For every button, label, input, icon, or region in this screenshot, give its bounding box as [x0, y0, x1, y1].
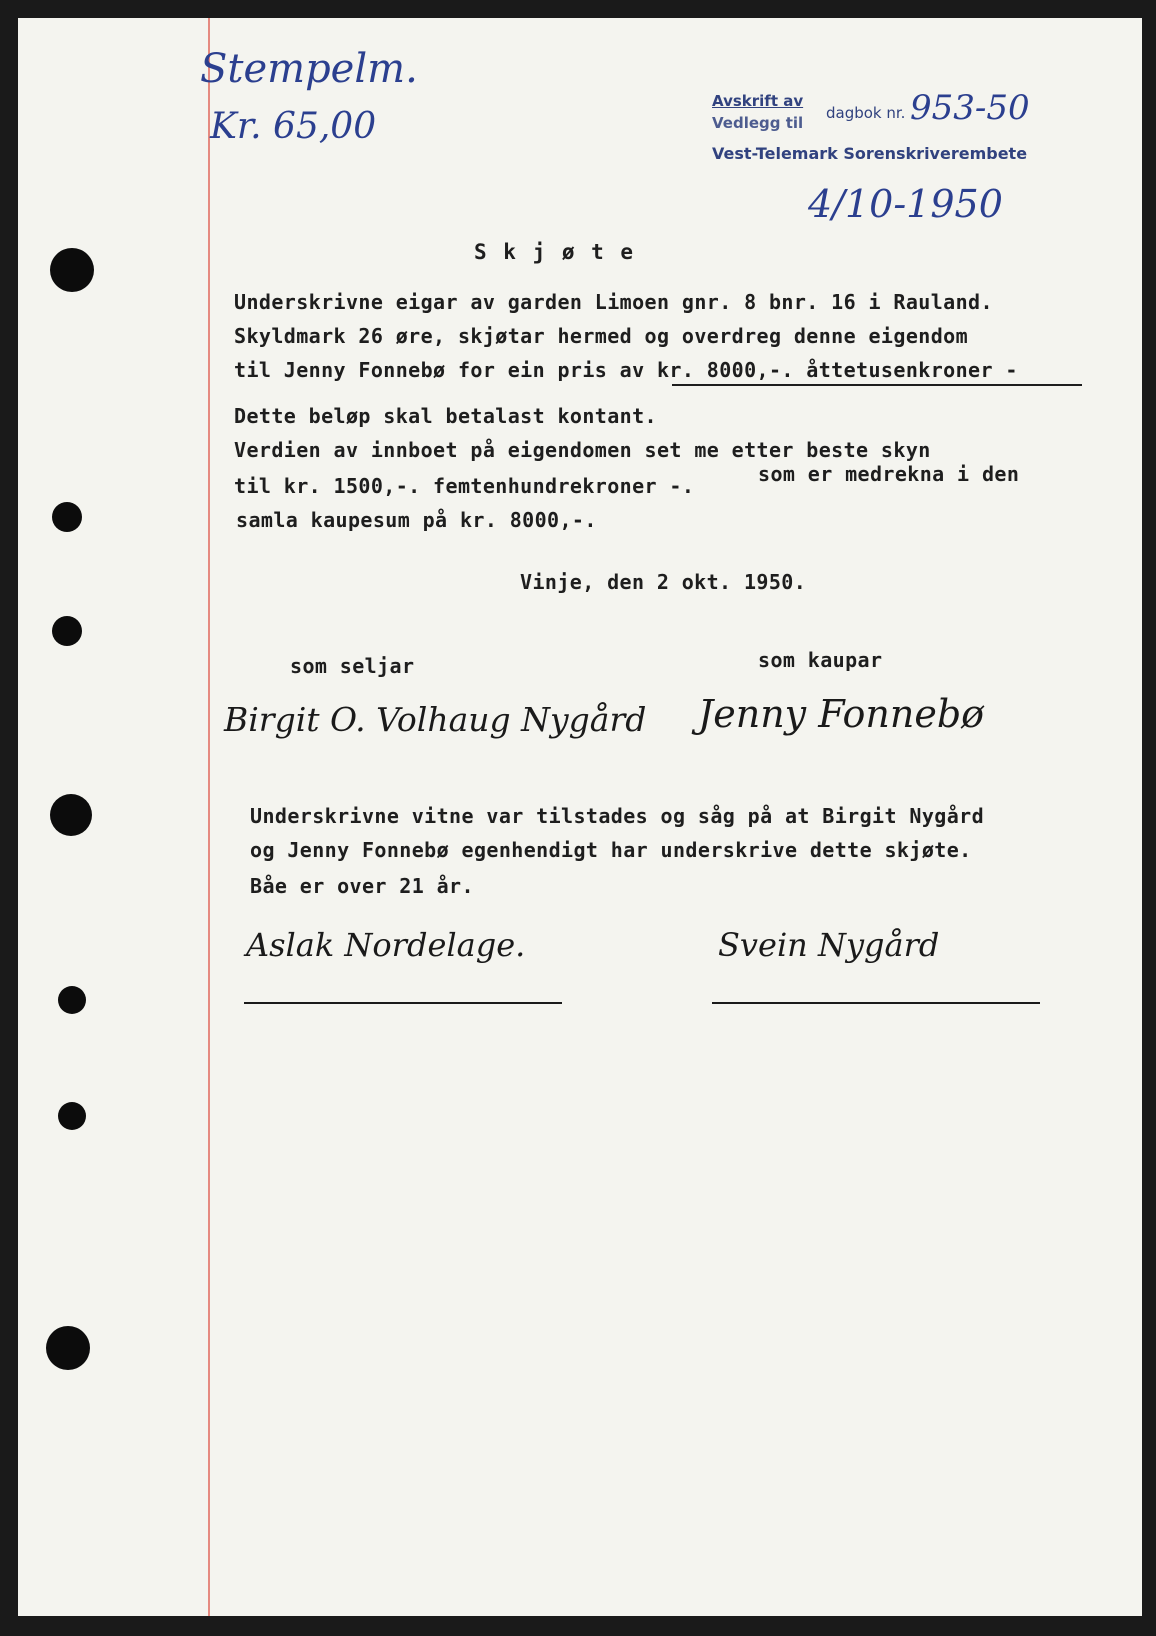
deed-line: Skyldmark 26 øre, skjøtar hermed og overdreg denne eigendom [234, 324, 969, 348]
punch-hole [58, 986, 86, 1014]
document-title: S k j ø t e [474, 240, 636, 264]
deed-line: Dette beløp skal betalast kontant. [234, 404, 657, 428]
margin-rule [208, 18, 210, 1616]
buyer-label: som kaupar [758, 648, 883, 672]
price-underline [672, 384, 1082, 386]
deed-line: som er medrekna i den [758, 462, 1020, 486]
deed-line: samla kaupesum på kr. 8000,-. [236, 508, 597, 532]
deed-line: Verdien av innboet på eigendomen set me etter beste skyn [234, 438, 931, 462]
fee-note-line1: Stempelm. [200, 46, 418, 92]
deed-line: til Jenny Fonnebø for ein pris av kr. 8000,-. åttetusenkroner - [234, 358, 1018, 382]
witness1-signature: Aslak Nordelage. [246, 926, 526, 964]
punch-hole [50, 794, 92, 836]
stamp-line2: Vedlegg til [712, 114, 804, 132]
buyer-signature: Jenny Fonnebø [698, 692, 985, 736]
stamp-journal-number: 953-50 [910, 88, 1030, 128]
witness2-signature-line [712, 1002, 1040, 1004]
seller-signature: Birgit O. Volhaug Nygård [224, 700, 647, 739]
stamp-line1: Avskrift av [712, 92, 804, 110]
witness2-signature: Svein Nygård [718, 926, 940, 964]
deed-line: til kr. 1500,-. femtenhundrekroner -. [234, 474, 695, 498]
punch-hole [58, 1102, 86, 1130]
witness1-signature-line [244, 1002, 562, 1004]
punch-hole [52, 502, 82, 532]
stamp-date: 4/10-1950 [808, 182, 1003, 226]
witness-line: Underskrivne vitne var tilstades og såg på at Birgit Nygård [250, 804, 985, 828]
stamp-line3: Vest-Telemark Sorenskriverembete [712, 144, 1028, 163]
witness-line: og Jenny Fonnebø egenhendigt har underskrive dette skjøte. [250, 838, 972, 862]
document-page [18, 18, 1142, 1616]
fee-note-line2: Kr. 65,00 [210, 106, 377, 147]
punch-hole [46, 1326, 90, 1370]
place-date: Vinje, den 2 okt. 1950. [520, 570, 807, 594]
seller-label: som seljar [290, 654, 415, 678]
punch-hole [50, 248, 94, 292]
deed-line: Underskrivne eigar av garden Limoen gnr. 8 bnr. 16 i Rauland. [234, 290, 993, 314]
witness-line: Båe er over 21 år. [250, 874, 474, 898]
punch-hole [52, 616, 82, 646]
stamp-line1-label: dagbok nr. [826, 104, 906, 122]
